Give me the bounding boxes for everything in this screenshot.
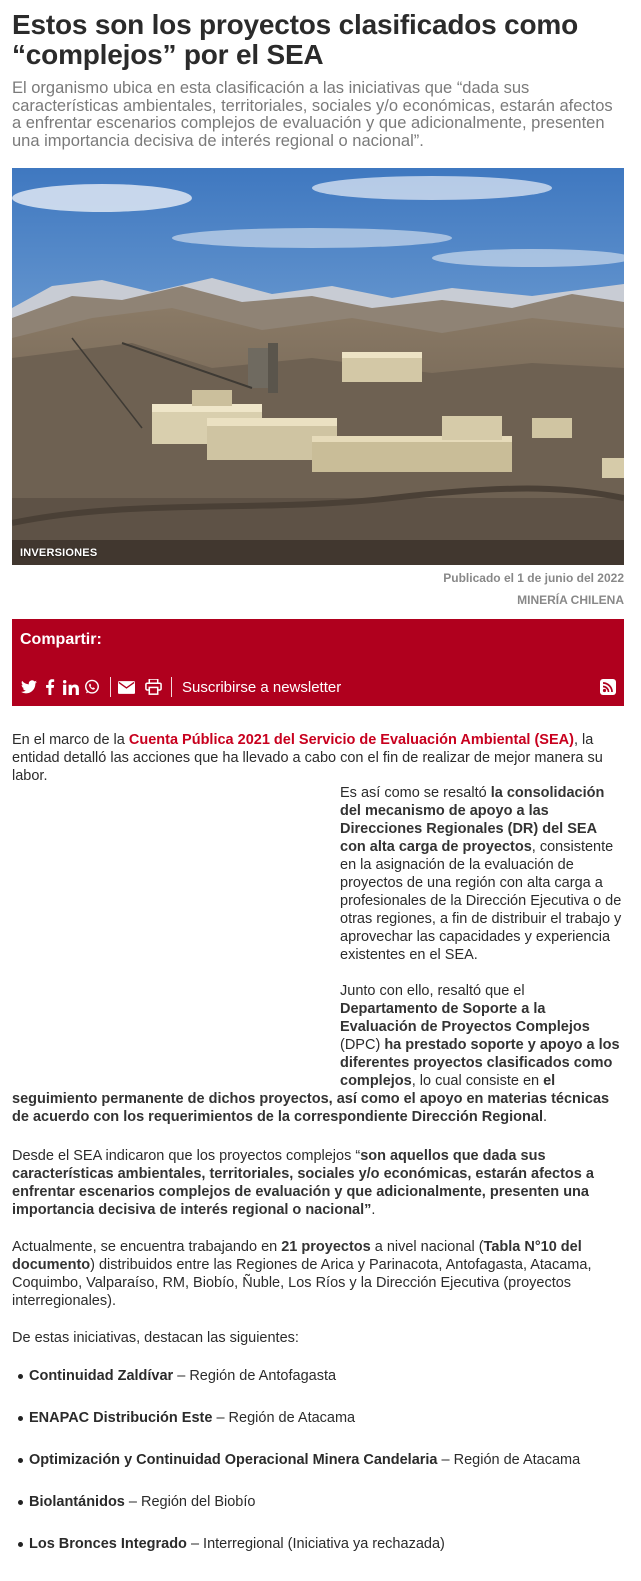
list-item	[12, 1451, 624, 1493]
embedded-ad-space	[12, 784, 340, 1075]
newsletter-link[interactable]: Suscribirse a newsletter	[182, 678, 342, 696]
projects-list	[12, 1367, 624, 1577]
share-icons	[20, 677, 341, 697]
share-bar	[12, 619, 624, 706]
text: son aquellos que dada sus características ambientales, territoriales, sociales y/o económicas, estarán afectos a enfrentar escenarios complejos de evaluación y que adicionalmente, presenten una importancia decisiva de interés regional o nacional”	[12, 1148, 594, 1218]
rss-icon[interactable]	[600, 679, 616, 695]
project-region: – Región de Atacama	[437, 1452, 581, 1468]
text: a nivel nacional (	[370, 1239, 484, 1255]
text: En el marco de la	[12, 732, 129, 748]
article-title: Estos son los proyectos clasificados como “complejos” por el SEA	[12, 9, 578, 70]
share-divider	[171, 677, 172, 697]
text: 21 proyectos	[281, 1239, 371, 1255]
text: ) distribuidos entre las Regiones de Arica y Parinacota, Antofagasta, Atacama, Coquimbo, Valparaíso, RM, Biobío, Ñuble, Los Ríos y la Dirección Ejecutiva (proyectos interregionales).	[12, 1257, 592, 1309]
text: ha prestado soporte y apoyo a los diferentes proyectos clasificados como complejos	[340, 1037, 620, 1089]
paragraph-current-projects	[12, 1238, 624, 1310]
twitter-icon[interactable]	[20, 678, 38, 696]
text: , lo cual consiste en	[411, 1073, 544, 1089]
facebook-icon[interactable]	[41, 678, 59, 696]
article-source[interactable]: MINERÍA CHILENA	[517, 593, 624, 607]
text: Departamento de Soporte a la Evaluación de Proyectos Complejos	[340, 1001, 590, 1035]
paragraph-intro	[12, 731, 624, 785]
text: Junto con ello, resaltó que el	[340, 983, 525, 999]
image-category-tag[interactable]: INVERSIONES	[20, 547, 98, 559]
text: el seguimiento permanente de dichos proyectos, así como el apoyo en materias técnicas de acuerdo con los requerimientos de la correspondiente Dirección Regional	[12, 1073, 610, 1125]
text: la consolidación del mecanismo de apoyo a las Direcciones Regionales (DR) del SEA con alta carga de proyectos	[340, 785, 605, 855]
text: Actualmente, se encuentra trabajando en	[12, 1239, 282, 1255]
print-icon[interactable]	[144, 678, 162, 696]
project-name: Los Bronces Integrado	[29, 1536, 187, 1552]
list-item	[12, 1493, 624, 1535]
mine-site-photo	[12, 168, 624, 565]
article-float-block	[12, 784, 624, 1144]
share-label: Compartir:	[20, 631, 102, 648]
text: Es así como se resaltó	[340, 785, 491, 801]
text: (DPC)	[340, 1037, 385, 1053]
text: , consistente en la asignación de la evaluación de proyectos de una región con alta carga a profesionales de la Dirección Ejecutiva o de otras regiones, a fin de distribuir el trabajo y aprovechar las capacidades y experiencia existentes en el SEA.	[340, 839, 622, 963]
cuenta-publica-link[interactable]: Cuenta Pública 2021 del Servicio de Evaluación Ambiental (SEA)	[128, 732, 574, 748]
article-subtitle: El organismo ubica en esta clasificación a las iniciativas que “dada sus características ambientales, territoriales, sociales y/o económicas, estarán afectos a enfrentar escenarios complejos de evaluación y que adicionalmente, presenten una importancia decisiva de interés regional o nacional”.	[12, 79, 613, 150]
project-region: – Región del Biobío	[124, 1494, 256, 1510]
project-region: – Región de Atacama	[212, 1410, 356, 1426]
project-name: ENAPAC Distribución Este	[29, 1410, 213, 1426]
text: .	[543, 1109, 548, 1125]
text: , la entidad detalló las acciones que ha llevado a cabo con el fin de realizar de mejor manera su labor.	[12, 732, 603, 784]
linkedin-icon[interactable]	[62, 678, 80, 696]
email-icon[interactable]	[117, 678, 135, 696]
publish-date: Publicado el 1 de junio del 2022	[443, 571, 624, 585]
list-item	[12, 1367, 624, 1409]
list-item	[12, 1409, 624, 1451]
project-name: Continuidad Zaldívar	[29, 1368, 174, 1384]
share-divider	[110, 677, 111, 697]
paragraph-definition	[12, 1147, 624, 1219]
project-region: – Interregional (Iniciativa ya rechazada)	[186, 1536, 445, 1552]
project-name: Optimización y Continuidad Operacional Minera Candelaria	[29, 1452, 438, 1468]
project-region: – Región de Antofagasta	[173, 1368, 337, 1384]
text: .	[371, 1202, 376, 1218]
hero-image	[12, 168, 624, 565]
text: Desde el SEA indicaron que los proyectos complejos “	[12, 1148, 361, 1164]
project-name: Biolantánidos	[29, 1494, 125, 1510]
whatsapp-icon[interactable]	[83, 678, 101, 696]
paragraph-highlights: De estas iniciativas, destacan las siguientes:	[12, 1330, 299, 1346]
list-item	[12, 1535, 624, 1577]
text: Tabla N°10 del documento	[12, 1239, 582, 1273]
